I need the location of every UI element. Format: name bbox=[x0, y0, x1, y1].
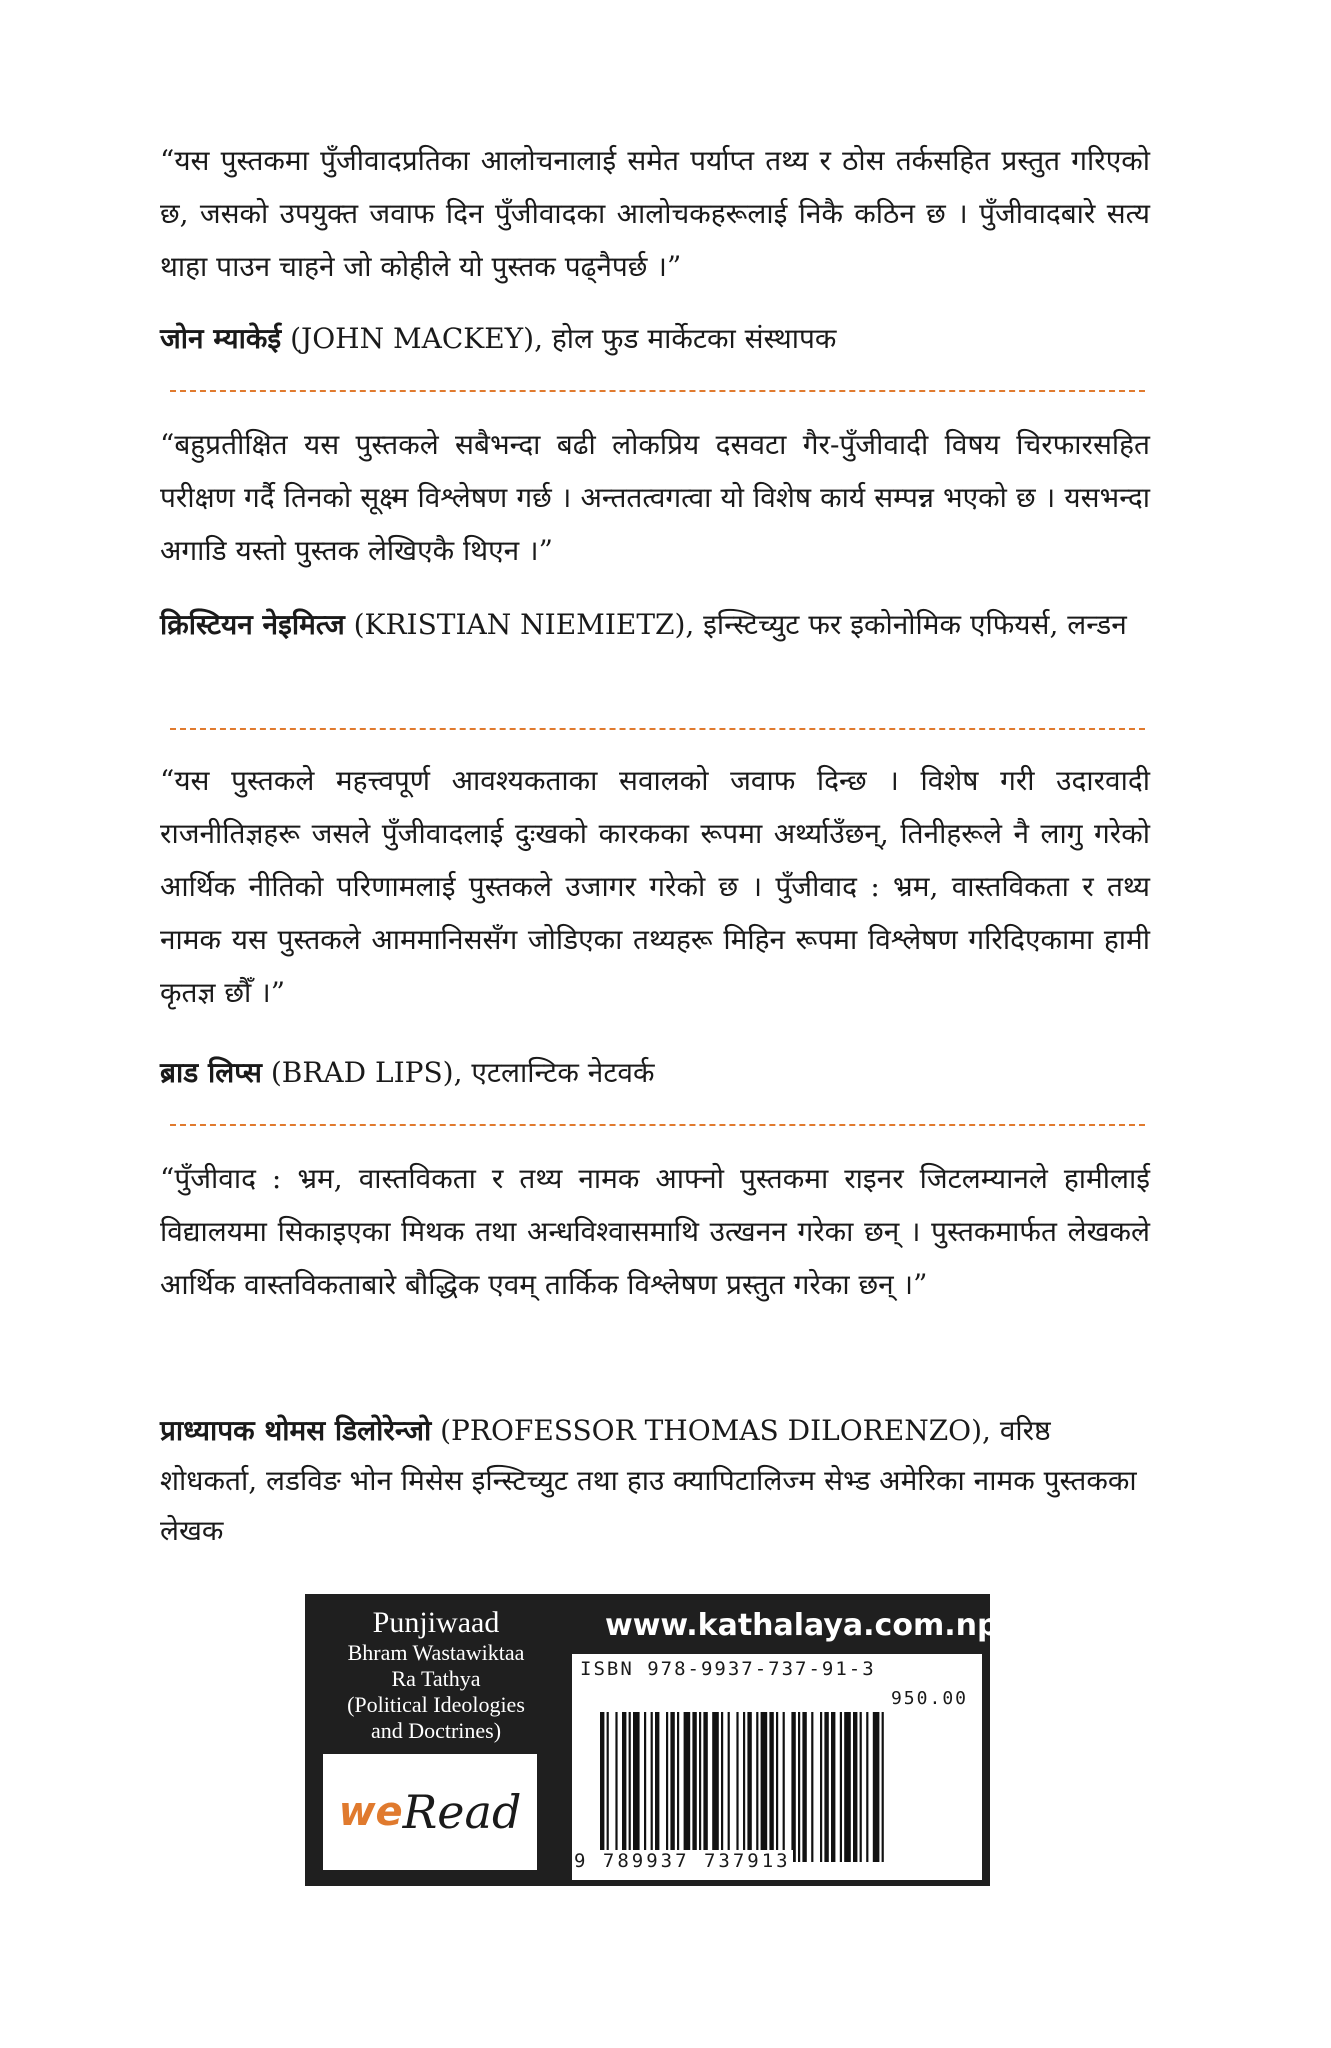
barcode-bar bbox=[644, 1712, 646, 1862]
quote-4-affiliation: (PROFESSOR THOMAS DILORENZO), वरिष्ठ शोधकर्ता, लडविङ भोन मिसेस इन्स्टिच्युट तथा हाउ क्यापिटालिज्म सेभ्ड अमेरिका नामक पुस्तकका लेखक bbox=[160, 1414, 1137, 1547]
barcode-bar bbox=[824, 1712, 828, 1862]
barcode-bar bbox=[629, 1712, 631, 1862]
barcode-bar bbox=[712, 1712, 719, 1862]
book-subtitle-line-2: Ra Tathya bbox=[391, 1666, 481, 1691]
barcode-bar bbox=[743, 1712, 745, 1862]
barcode-bar bbox=[761, 1712, 768, 1862]
barcode-bar bbox=[655, 1712, 659, 1862]
barcode-bar bbox=[651, 1712, 653, 1862]
barcode-area bbox=[572, 1654, 982, 1880]
book-title: Punjiwaad bbox=[372, 1606, 500, 1639]
barcode-bar bbox=[615, 1712, 617, 1862]
barcode-bar bbox=[736, 1712, 738, 1862]
barcode-bar bbox=[831, 1712, 835, 1862]
barcode-bar bbox=[882, 1712, 884, 1862]
book-subtitle-line-3: (Political Ideologies bbox=[347, 1692, 525, 1717]
barcode-bar bbox=[670, 1712, 674, 1862]
quote-2-text: “बहुप्रतीक्षित यस पुस्तकले सबैभन्दा बढी लोकप्रिय दसवटा गैर-पुँजीवादी विषय चिरफारसहित परीक्षण गर्दै तिनको सूक्ष्म विश्लेषण गर्छ । अन्ततत्वगत्वा यो विशेष कार्य सम्पन्न भएको छ । यसभन्दा अगाडि यस्तो पुस्तक लेखिएकै थिएन ।” bbox=[160, 428, 1150, 567]
barcode-bar bbox=[802, 1712, 806, 1862]
price-text: 950.00 bbox=[890, 1688, 968, 1709]
quote-1-text: “यस पुस्तकमा पुँजीवादप्रतिका आलोचनालाई समेत पर्याप्त तथ्य र ठोस तर्कसहित प्रस्तुत गरिएको छ, जसको उपयुक्त जवाफ दिन पुँजीवादका आलोचकहरूलाई निकै कठिन छ । पुँजीवादबारे सत्य थाहा पाउन चाहने जो कोहीले यो पुस्तक पढ्नैपर्छ ।” bbox=[160, 144, 1150, 283]
barcode-bar bbox=[873, 1712, 880, 1862]
barcode-bar bbox=[677, 1712, 679, 1862]
barcode-bar bbox=[844, 1712, 851, 1862]
barcode-bar bbox=[607, 1712, 609, 1862]
barcode-bars bbox=[580, 1712, 975, 1862]
barcode-bar bbox=[728, 1712, 730, 1862]
barcode-bar bbox=[776, 1712, 778, 1862]
quote-1-attribution bbox=[160, 314, 1150, 364]
barcode-bar bbox=[622, 1712, 626, 1862]
quote-4-attribution bbox=[160, 1406, 1150, 1556]
barcode-bar bbox=[866, 1712, 868, 1862]
barcode-bar bbox=[699, 1712, 701, 1862]
barcode-bar bbox=[692, 1712, 696, 1862]
barcode-bar bbox=[811, 1712, 813, 1862]
barcode-box bbox=[305, 1594, 999, 1886]
barcode-bar bbox=[666, 1712, 668, 1862]
barcode-bar bbox=[840, 1712, 842, 1862]
divider-1 bbox=[170, 390, 1145, 392]
barcode-bar bbox=[684, 1712, 691, 1862]
quote-3-text: “यस पुस्तकले महत्त्वपूर्ण आवश्यकताका सवालको जवाफ दिन्छ । विशेष गरी उदारवादी राजनीतिज्ञहरू जसले पुँजीवादलाई दुःखको कारकका रूपमा अर्थ्याउँछन्, तिनीहरूले नै लागु गरेको आर्थिक नीतिको परिणामलाई पुस्तकले उजागर गरेको छ । पुँजीवाद : भ्रम, वास्तविकता र तथ्य नामक यस पुस्तकले आममानिससँग जोडिएका तथ्यहरू मिहिन रूपमा विश्लेषण गरिदिएकामा हामी कृतज्ञ छौँ ।” bbox=[160, 764, 1150, 1009]
barcode-bar bbox=[860, 1712, 862, 1862]
barcode-bar bbox=[756, 1712, 758, 1862]
barcode-bar bbox=[791, 1712, 795, 1862]
quote-4-author: प्राध्यापक थोमस डिलोरेन्जो bbox=[160, 1414, 432, 1447]
quote-2-author: क्रिस्टियन नेइमित्ज bbox=[160, 608, 345, 641]
isbn-text: ISBN 978-9937-737-91-3 bbox=[580, 1658, 876, 1680]
quote-3-affiliation: (BRAD LIPS), एटलान्टिक नेटवर्क bbox=[261, 1056, 655, 1089]
barcode-bar bbox=[747, 1712, 751, 1862]
logo-we-text: we bbox=[338, 1789, 403, 1835]
barcode-bar bbox=[798, 1712, 800, 1862]
barcode-digits: 9 789937 737913 bbox=[574, 1850, 791, 1872]
barcode-bar bbox=[721, 1712, 723, 1862]
barcode-bar bbox=[703, 1712, 707, 1862]
barcode-bar bbox=[783, 1712, 785, 1862]
book-subtitle-line-1: Bhram Wastawiktaa bbox=[347, 1640, 525, 1665]
barcode-bar bbox=[633, 1712, 640, 1862]
publisher-url: www.kathalaya.com.np bbox=[605, 1608, 999, 1643]
quote-3-author: ब्राड लिप्स bbox=[160, 1056, 262, 1089]
barcode-bar bbox=[853, 1712, 857, 1862]
divider-2 bbox=[170, 728, 1145, 730]
weread-logo bbox=[323, 1754, 537, 1870]
barcode-bar bbox=[600, 1712, 604, 1862]
quote-1-affiliation: (JOHN MACKEY), होल फुड मार्केटका संस्थापक bbox=[281, 322, 837, 355]
book-title-block bbox=[323, 1606, 549, 1744]
barcode-bar bbox=[769, 1712, 773, 1862]
logo-read-text: Read bbox=[402, 1785, 522, 1839]
quote-2-affiliation: (KRISTIAN NIEMIETZ), इन्स्टिच्युट फर इकोनोमिक एफियर्स, लन्डन bbox=[344, 608, 1127, 641]
book-subtitle-line-4: and Doctrines) bbox=[370, 1718, 502, 1743]
barcode-bar bbox=[820, 1712, 822, 1862]
divider-3 bbox=[170, 1124, 1145, 1126]
quote-4-text: “पुँजीवाद : भ्रम, वास्तविकता र तथ्य नामक आफ्नो पुस्तकमा राइनर जिटलम्यानले हामीलाई विद्यालयमा सिकाइएका मिथक तथा अन्धविश्वासमाथि उत्खनन गरेका छन् । पुस्तकमार्फत लेखकले आर्थिक वास्तविकताबारे बौद्धिक एवम् तार्किक विश्लेषण प्रस्तुत गरेका छन् ।” bbox=[160, 1162, 1150, 1301]
quote-1-author: जोन म्याकेई bbox=[160, 322, 282, 355]
quote-2-attribution bbox=[160, 600, 1150, 650]
quote-3-attribution bbox=[160, 1048, 1150, 1098]
